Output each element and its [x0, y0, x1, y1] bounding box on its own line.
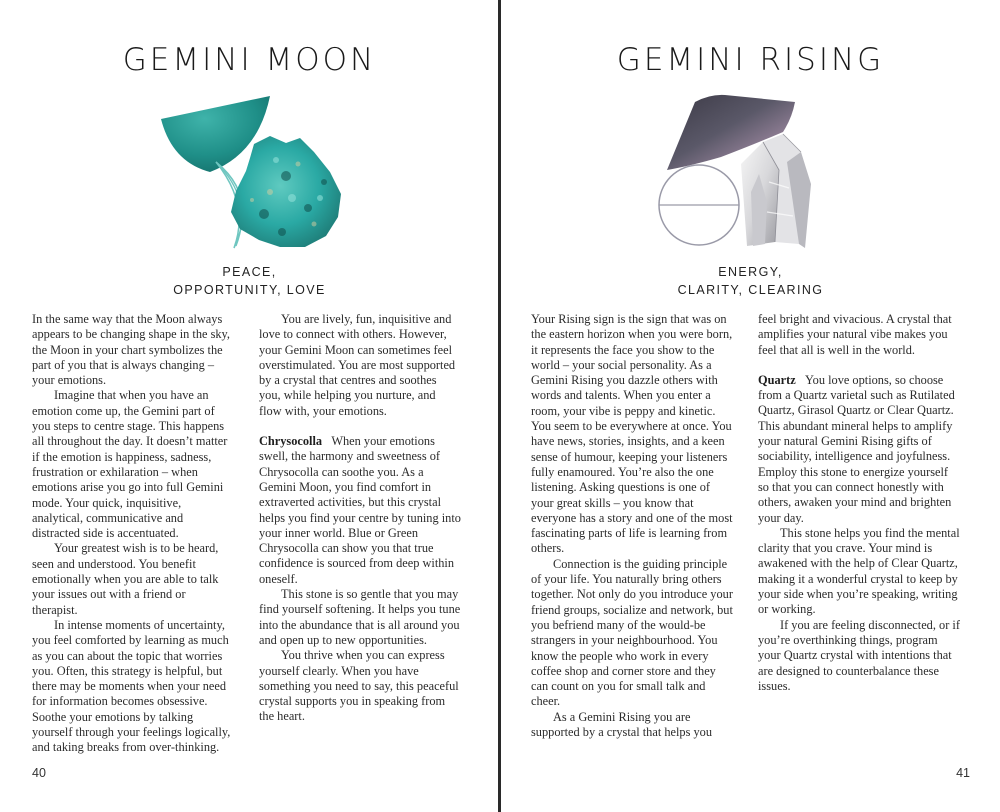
text-column-2	[259, 312, 461, 725]
gemini-moon-illustration	[158, 96, 348, 252]
keyword-line: CLARITY, CLEARING	[677, 283, 824, 297]
crystal-text: You love options, so choose from a Quartz varietal such as Rutilated Quartz, Girasol Quartz or Clear Quartz. This abundant mineral helps to amplify your natural Gemini Rising gifts of sociability, intelligence and joyfulness. Employ this stone to energize yourself so that you can connect honestly with others, awaken your mind and brighten your day.	[758, 372, 955, 525]
keywords	[501, 263, 1000, 299]
text-column-1	[531, 312, 733, 740]
clear-quartz-crystal	[741, 134, 811, 248]
paragraph: This stone helps you find the mental clarity that you crave. Your mind is awakened with the help of Clear Quartz, making it a wonderful crystal to keep by your side when you’re speaking, writing or working.	[758, 525, 960, 617]
keyword-line: OPPORTUNITY, LOVE	[173, 283, 326, 297]
crystal-paragraph	[758, 373, 960, 526]
paragraph: Connection is the guiding principle of your life. You naturally bring others together. Not only do you introduce your friend groups, socialize and network, but you befriend many of the would-be strangers in your neighbourhood. You know the people who work in every coffee shop and corner store and they can count on you for small talk and cheer.	[531, 556, 733, 709]
crystal-name: Quartz	[758, 372, 796, 387]
paragraph: In the same way that the Moon always appears to be changing shape in the sky, the Moon in your chart symbolizes the part of you that is always changing – your emotions.	[32, 312, 231, 388]
paragraph: This stone is so gentle that you may find yourself softening. It helps you tune into the abundance that is all around you and open up to new opportunities.	[259, 587, 461, 647]
text-column-1	[32, 312, 234, 756]
crystal-name: Chrysocolla	[259, 434, 323, 449]
crystal-paragraph	[259, 434, 461, 587]
page-number: 40	[32, 766, 46, 780]
left-page	[0, 0, 499, 812]
paragraph: In intense moments of uncertainty, you feel comforted by learning as much as you can about the topic that worries you. Often, this strategy is helpful, but there may be moments when your need for information becomes obsessive. Soothe your emotions by talking yourself through your feelings logically, and taking breaks from over-thinking.	[32, 617, 231, 755]
paragraph: As a Gemini Rising you are supported by a crystal that helps you	[531, 709, 713, 740]
gemini-rising-illustration	[655, 92, 825, 252]
page-title: GEMINI MOON	[122, 42, 377, 78]
paragraph: Your Rising sign is the sign that was on the eastern horizon when you were born, it represents the face you show to the world – your social personality. As a Gemini Rising you dazzle others with words and talents. When you enter a room, your vibe is peppy and kinetic. You seem to be everywhere at once. You have news, stories, insights, and a keen sense of humour, keeping your listeners fully enamoured. You’re also the one listening. Asking questions is one of your great skills – you know that everyone has a story and one of the most fascinating parts of life is learning from others.	[531, 312, 733, 556]
paragraph: Imagine that when you have an emotion come up, the Gemini part of you steps to centre stage. This happens all throughout the day. It doesn’t matter if the emotion is happiness, sadness, frustration or exhilaration – when emotions arise you go into full Gemini mode. Your quick, inquisitive, analytical, communicative and distracted side is accentuated.	[32, 388, 228, 541]
keyword-line: PEACE,	[222, 265, 277, 279]
keywords	[0, 263, 499, 299]
right-page	[501, 0, 1000, 812]
paragraph: You thrive when you can express yourself clearly. When you have something you need to say, this peaceful crystal supports you in speaking from the heart.	[259, 648, 459, 724]
crystal-text: When your emotions swell, the harmony and sweetness of Chrysocolla can soothe you. As a Gemini Moon, you find comfort in extraverted activities, but this crystal helps you find your centre by tuning into your inner world. Blue or Green Chrysocolla can show you that true confidence is sourced from deep within oneself.	[259, 434, 461, 586]
paragraph: If you are feeling disconnected, or if you’re overthinking things, program your Quartz crystal with intentions that are designed to counterbalance these issues.	[758, 617, 960, 693]
paragraph: feel bright and vivacious. A crystal that amplifies your natural vibe makes you feel that all is well in the world.	[758, 312, 952, 357]
keyword-line: ENERGY,	[718, 265, 783, 279]
text-column-2	[758, 312, 960, 694]
page-title: GEMINI RISING	[616, 42, 885, 78]
paragraph: You are lively, fun, inquisitive and love to connect with others. However, your Gemini Moon can sometimes feel overstimulated. You are most supported by a crystal that centres and soothes you, while helping you nurture, and flow with, your emotions.	[259, 312, 456, 418]
chrysocolla-crystal	[231, 136, 341, 247]
paragraph: Your greatest wish is to be heard, seen and understood. You benefit emotionally when you are able to talk your issues out with a friend or therapist.	[32, 541, 219, 617]
page-number: 41	[956, 766, 970, 780]
